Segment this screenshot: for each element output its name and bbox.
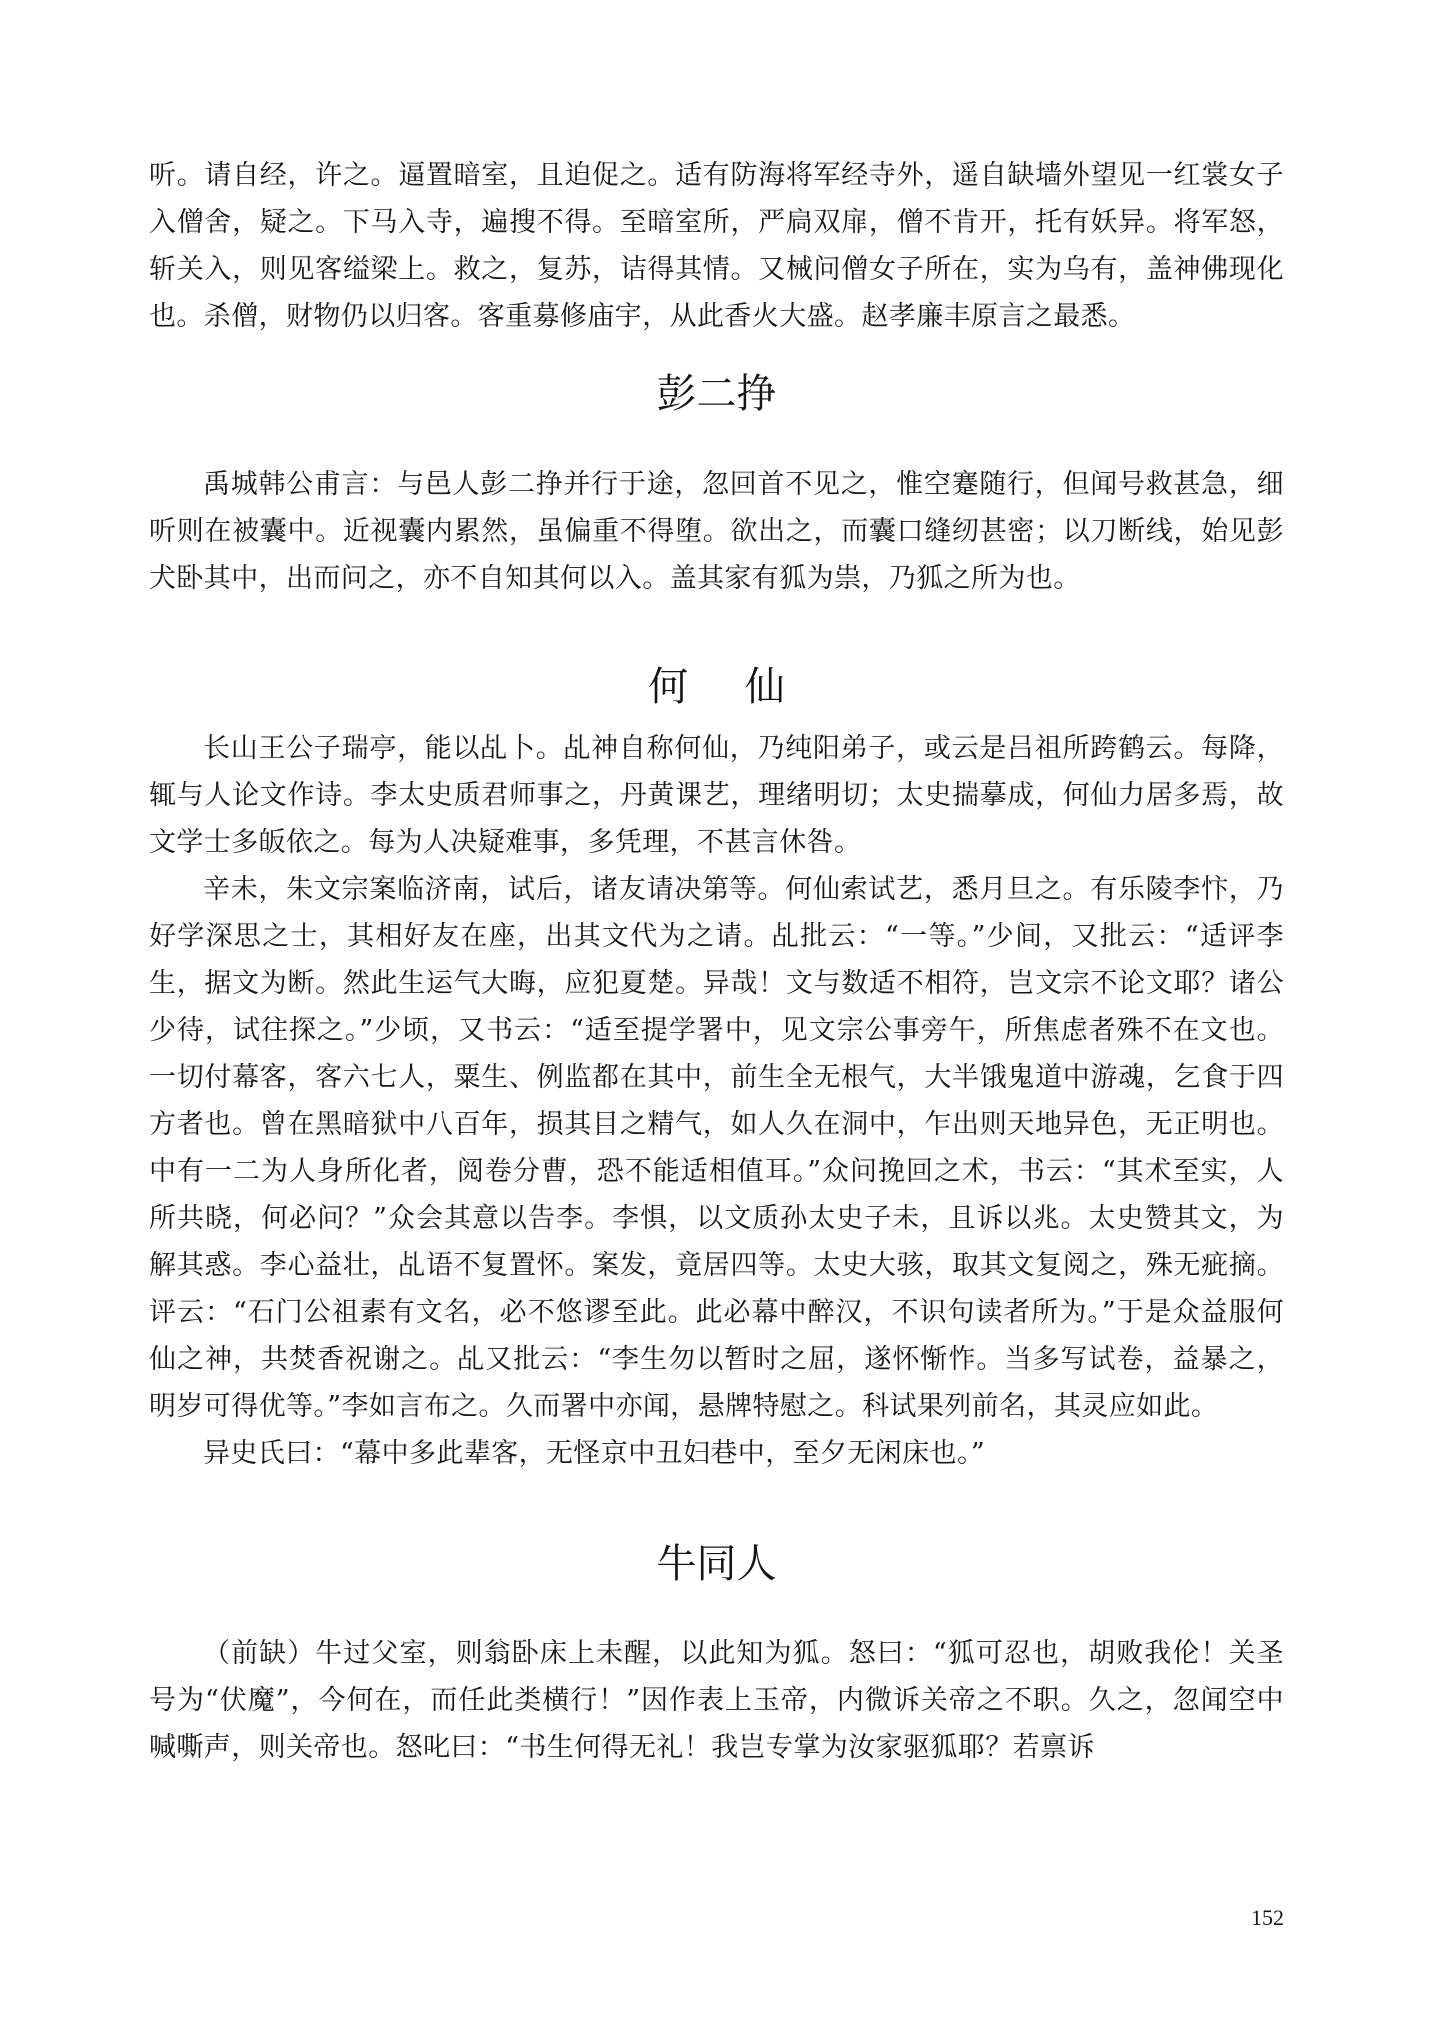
peng-paragraph-1: 禹城韩公甫言：与邑人彭二挣并行于途，忽回首不见之，惟空蹇随行，但闻号救甚急，细听则在被囊中。近视囊内累然，虽偏重不得堕。欲出之，而囊口缝纫甚密；以刀断线，始见彭犬卧其中，出而问之，亦不自知其何以入。盖其家有狐为祟，乃狐之所为也。 — [149, 469, 1284, 594]
section-title-peng-erzheng: 彭二挣 — [656, 371, 777, 417]
page-number: 152 — [1251, 1905, 1284, 1930]
hexian-paragraph-3: 异史氏曰：“幕中多此辈客，无怪京中丑妇巷中，至夕无闲床也。” — [203, 1438, 986, 1469]
niu-paragraph-1: （前缺）牛过父室，则翁卧床上未醒，以此知为狐。怒曰：“狐可忍也，胡败我伦！关圣号为“伏魔”，今何在，而任此类横行！”因作表上玉帝，内微诉关帝之不职。久之，忽闻空中喊嘶声，则关帝也。怒叱曰：“书生何得无礼！我岂专掌为汝家驱狐耶？若禀诉 — [149, 1638, 1284, 1763]
hexian-paragraph-2: 辛未，朱文宗案临济南，试后，诸友请决第等。何仙索试艺，悉月旦之。有乐陵李忭，乃好学深思之士，其相好友在座，出其文代为之请。乩批云：“一等。”少间，又批云：“适评李生，据文为断。然此生运气大晦，应犯夏楚。异哉！文与数适不相符，岂文宗不论文耶？诸公少待，试往探之。”少顷，又书云：“适至提学署中，见文宗公事旁午，所焦虑者殊不在文也。一切付幕客，客六七人，粟生、例监都在其中，前生全无根气，大半饿鬼道中游魂，乞食于四方者也。曾在黑暗狱中八百年，损其目之精气，如人久在洞中，乍出则天地异色，无正明也。中有一二为人身所化者，阅卷分曹，恐不能适相值耳。”众问挽回之术，书云：“其术至实，人所共晓，何必问？”众会其意以告李。李惧，以文质孙太史子未，且诉以兆。太史赞其文，为解其惑。李心益壮，乩语不复置怀。案发，竟居四等。太史大骇，取其文复阅之，殊无疵摘。评云：“石门公祖素有文名，必不悠谬至此。此必幕中醉汉，不识句读者所为。”于是众益服何仙之神，共焚香祝谢之。乩又批云：“李生勿以暂时之屈，遂怀惭怍。当多写试卷，益暴之，明岁可得优等。”李如言布之。久而署中亦闻，悬牌特慰之。科试果列前名，其灵应如此。 — [149, 874, 1284, 1422]
hexian-paragraph-1: 长山王公子瑞亭，能以乩卜。乩神自称何仙，乃纯阳弟子，或云是吕祖所跨鹤云。每降，辄与人论文作诗。李太史质君师事之，丹黄课艺，理绪明切；太史揣摹成，何仙力居多焉，故文学士多皈依之。每为人决疑难事，多凭理，不甚言休咎。 — [149, 733, 1284, 858]
intro-paragraph: 听。请自经，许之。逼置暗室，且迫促之。适有防海将军经寺外，遥自缺墙外望见一红裳女子入僧舍，疑之。下马入寺，遍搜不得。至暗室所，严扃双扉，僧不肯开，托有妖异。将军怒，斩关入，则见客缢梁上。救之，复苏，诘得其情。又械问僧女子所在，实为乌有，盖神佛现化也。杀僧，财物仍以归客。客重募修庙宇，从此香火大盛。赵孝廉丰原言之最悉。 — [149, 160, 1284, 332]
section-title-niu-tongren: 牛同人 — [656, 1541, 777, 1587]
section-title-he-xian: 何 仙 — [648, 664, 807, 710]
page-content — [149, 152, 1284, 1771]
